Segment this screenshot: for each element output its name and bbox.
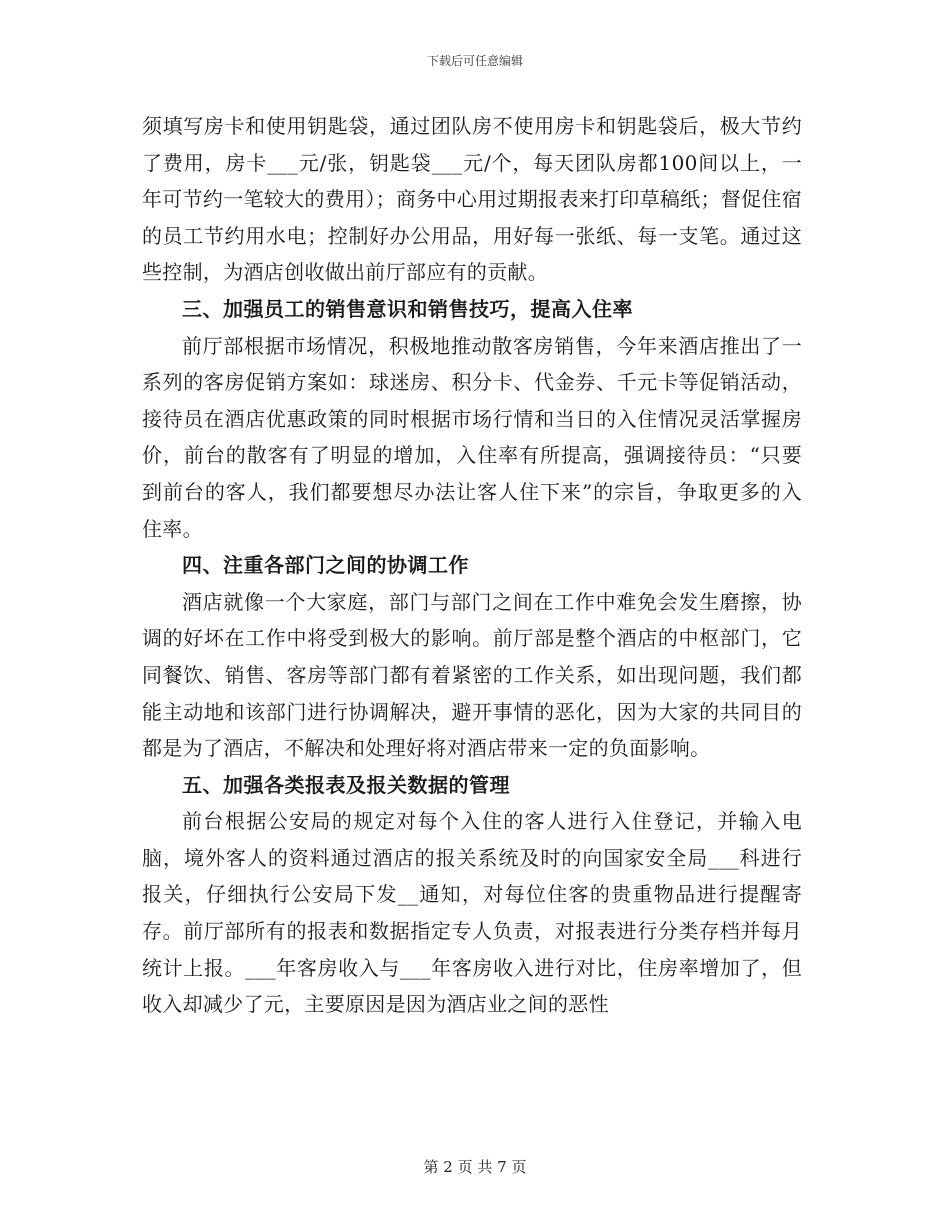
paragraph-continued: 须填写房卡和使用钥匙袋，通过团队房不使用房卡和钥匙袋后，极大节约了费用，房卡___元/张，钥匙袋___元/个，每天团队房都100间以上，一年可节约一笔较大的费用）；商务中心用过期报表来打印草稿纸；督促住宿的员工节约用水电；控制好办公用品，用好每一张纸、每一支笔。通过这些控制，为酒店创收做出前厅部应有的贡献。 bbox=[142, 114, 802, 285]
section-heading-4: 四、注重各部门之间的协调工作 bbox=[182, 553, 469, 578]
paragraph-section-3: 前厅部根据市场情况，积极地推动散客房销售，今年来酒店推出了一系列的客房促销方案如：球迷房、积分卡、代金券、千元卡等促销活动，接待员在酒店优惠政策的同时根据市场行情和当日的入住情况灵活掌握房价，前台的散客有了明显的增加，入住率有所提高，强调接待员：“只要到前台的客人，我们都要想尽办法让客人住下来”的宗旨，争取更多的入住率。 bbox=[142, 333, 802, 541]
paragraph-section-4: 酒店就像一个大家庭，部门与部门之间在工作中难免会发生磨擦，协调的好坏在工作中将受到极大的影响。前厅部是整个酒店的中枢部门，它同餐饮、销售、客房等部门都有着紧密的工作关系，如出现问题，我们都能主动地和该部门进行协调解决，避开事情的恶化，因为大家的共同目的都是为了酒店，不解决和处理好将对酒店带来一定的负面影响。 bbox=[142, 589, 802, 761]
section-heading-3: 三、加强员工的销售意识和销售技巧，提高入住率 bbox=[182, 296, 633, 321]
document-body bbox=[142, 108, 802, 1023]
page-header: 下载后可任意编辑 bbox=[426, 54, 523, 68]
page-footer: 第 2 页 共 7 页 bbox=[423, 1158, 527, 1176]
section-heading-5: 五、加强各类报表及报关数据的管理 bbox=[182, 772, 510, 797]
paragraph-section-5: 前台根据公安局的规定对每个入住的客人进行入住登记，并输入电脑，境外客人的资料通过酒店的报关系统及时的向国家安全局___科进行报关，仔细执行公安局下发__通知，对每位住客的贵重物品进行提醒寄存。前厅部所有的报表和数据指定专人负责，对报表进行分类存档并每月统计上报。___年客房收入与___年客房收入进行对比，住房率增加了，但收入却减少了元，主要原因是因为酒店业之间的恶性 bbox=[142, 809, 802, 1017]
